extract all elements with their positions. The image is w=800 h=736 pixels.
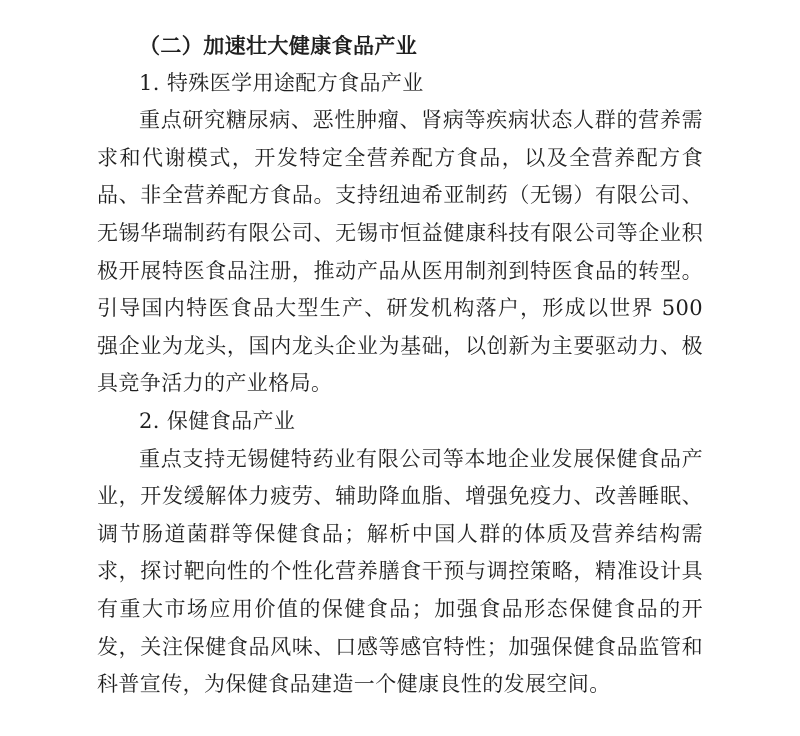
section-heading: （二）加速壮大健康食品产业 xyxy=(139,33,418,58)
subsection-heading-2: 2. 保健食品产业 xyxy=(139,408,296,433)
paragraph-special-medical-food: 重点研究糖尿病、恶性肿瘤、肾病等疾病状态人群的营养需求和代谢模式，开发特定全营养配方食品，以及全营养配方食品、非全营养配方食品。支持纽迪希亚制药（无锡）有限公司、无锡华瑞制药有限公司、无锡市恒益健康科技有限公司等企业积极开展特医食品注册，推动产品从医用制剂到特医食品的转型。引导国内特医食品大型生产、研发机构落户，形成以世界 500 强企业为龙头，国内龙头企业为基础，以创新为主要驱动力、极具竞争活力的产业格局。 xyxy=(97,108,703,396)
subsection-heading-1: 1. 特殊医学用途配方食品产业 xyxy=(139,70,424,95)
text-column xyxy=(97,27,703,704)
paragraph-health-food: 重点支持无锡健特药业有限公司等本地企业发展保健食品产业，开发缓解体力疲劳、辅助降血脂、增强免疫力、改善睡眠、调节肠道菌群等保健食品；解析中国人群的体质及营养结构需求，探讨靶向性的个性化营养膳食干预与调控策略，精准设计具有重大市场应用价值的保健食品；加强食品形态保健食品的开发，关注保健食品风味、口感等感官特性；加强保健食品监管和科普宣传，为保健食品建造一个健康良性的发展空间。 xyxy=(97,446,703,697)
